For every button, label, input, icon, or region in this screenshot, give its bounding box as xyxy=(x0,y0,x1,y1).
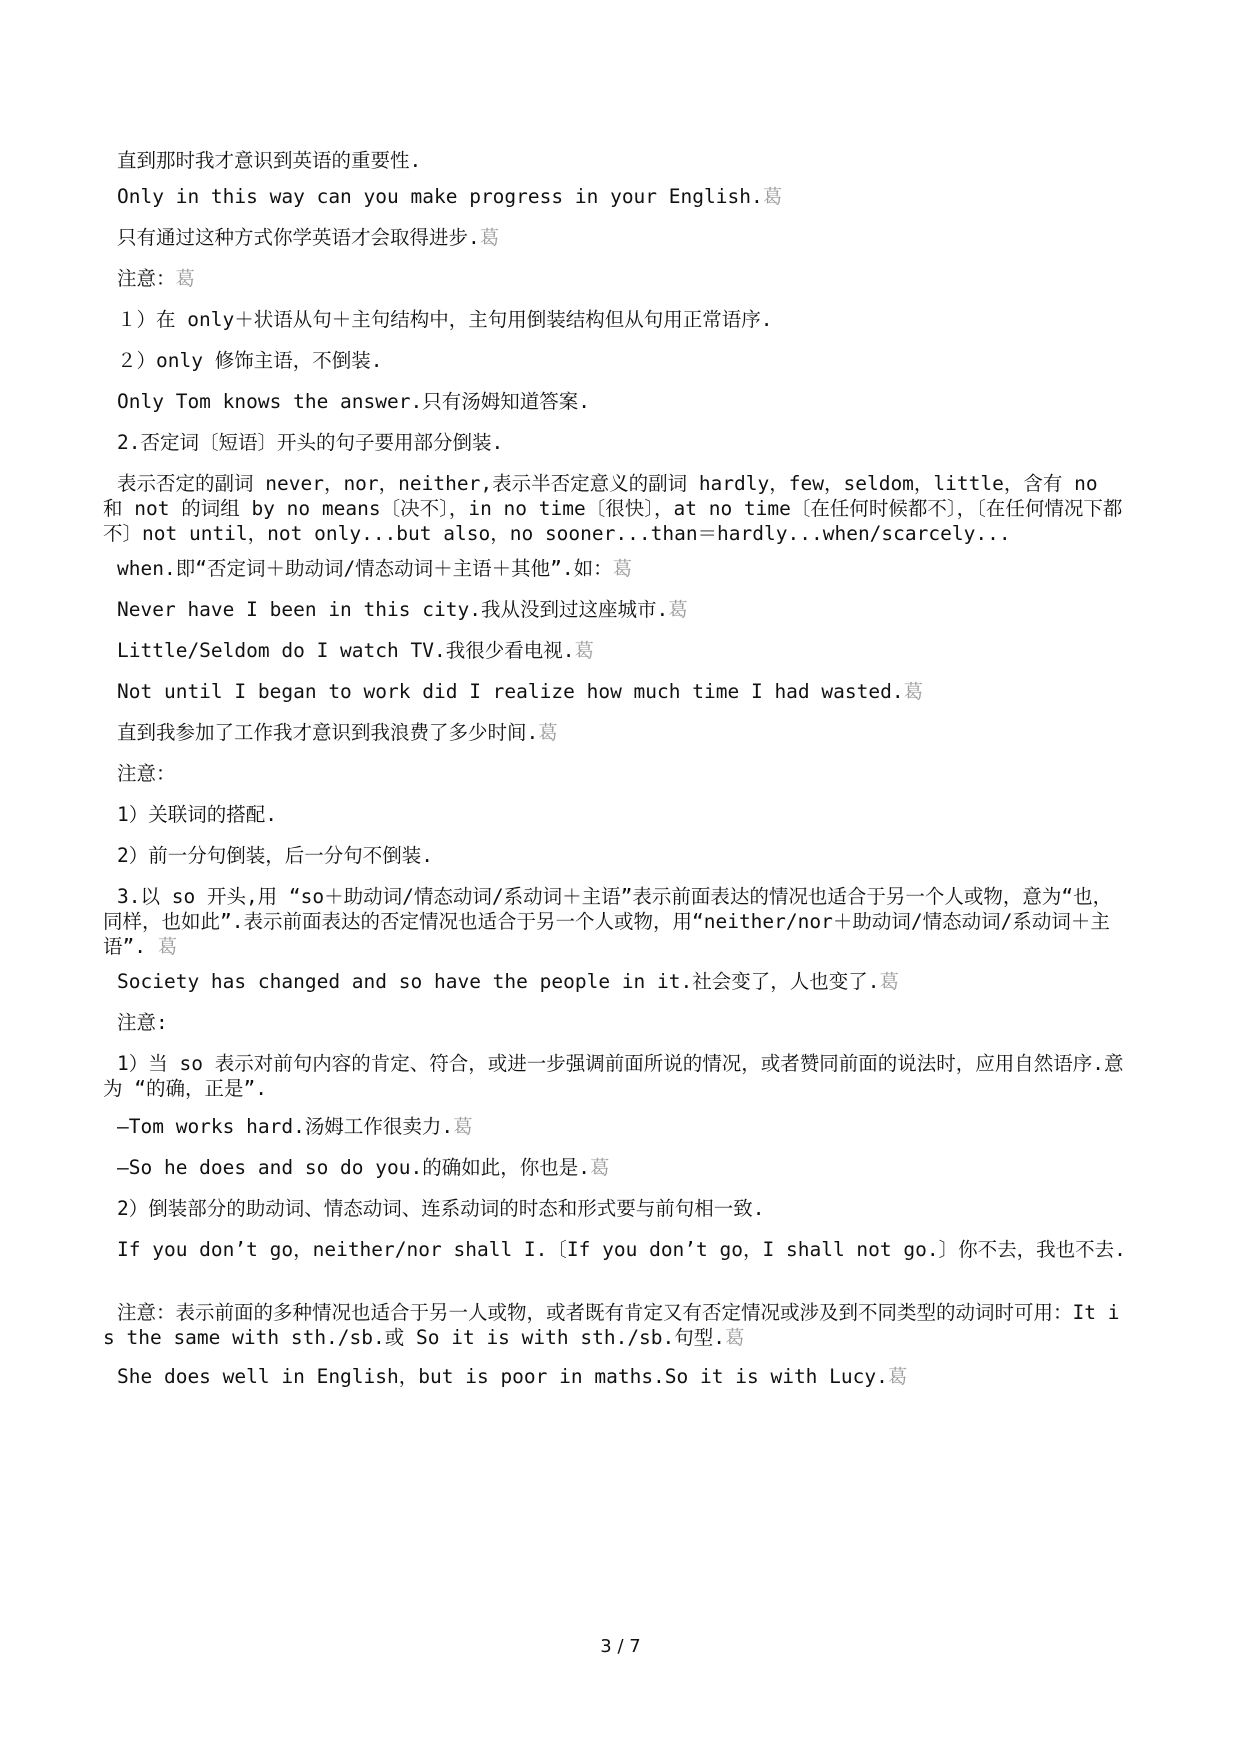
text-line: 只有通过这种方式你学英语才会取得进步.葛 xyxy=(117,226,500,249)
mark-glyph: 葛 xyxy=(903,680,924,703)
text-line: Only Tom knows the answer.只有汤姆知道答案. xyxy=(117,390,590,413)
mark-glyph: 葛 xyxy=(574,639,594,662)
text-line: when.即“否定词＋助动词/情态动词＋主语＋其他”.如：葛 xyxy=(117,557,633,580)
text-line: Never have I been in this city.我从没到过这座城市.葛 xyxy=(117,598,688,621)
text-line: 注意：葛 xyxy=(117,267,196,290)
mark-glyph: 葛 xyxy=(453,1115,473,1138)
text-paragraph: 注意：表示前面的多种情况也适合于另一人或物，或者既有肯定又有否定情况或涉及到不同类型的动词时可用：It is the same with sth./sb.或 So it is with sth./sb.句型.葛 xyxy=(103,1301,1120,1349)
text-paragraph: 3.以 so 开头,用 “so＋助动词/情态动词/系动词＋主语”表示前面表达的情况也适合于另一个人或物，意为“也，同样，也如此”.表示前面表达的否定情况也适合于另一个人或物，用“neither/nor＋助动词/情态动词/系动词＋主语”. 葛 xyxy=(103,885,1113,958)
text-line: 直到那时我才意识到英语的重要性. xyxy=(117,149,422,172)
text-line: She does well in English，but is poor in maths.So it is with Lucy.葛 xyxy=(117,1365,908,1388)
text-line: 注意： xyxy=(117,762,176,785)
mark-glyph: 葛 xyxy=(157,935,178,958)
text-paragraph: If you don’t go，neither/nor shall I.〔If you don’t go，I shall not go.〕你不去，我也不去. xyxy=(117,1238,1126,1261)
mark-glyph: 葛 xyxy=(762,185,783,208)
text-line: 2）前一分句倒装，后一分句不倒装. xyxy=(117,844,433,867)
text-line: Only in this way can you make progress in your English.葛 xyxy=(117,185,783,208)
mark-glyph: 葛 xyxy=(725,1326,745,1349)
page-number: 3 / 7 xyxy=(600,1636,641,1657)
text-line: Society has changed and so have the people in it.社会变了，人也变了.葛 xyxy=(117,970,900,993)
text-line: １）在 only＋状语从句＋主句结构中，主句用倒装结构但从句用正常语序. xyxy=(117,308,773,331)
text-line: Not until I began to work did I realize how much time I had wasted.葛 xyxy=(117,680,924,703)
text-paragraph: 表示否定的副词 never，nor，neither,表示半否定意义的副词 hardly，few，seldom，little，含有 no 和 not 的词组 by no means〔决不〕，in no time〔很快〕，at no time〔在任何时候都不〕，〔在任何情况下都不〕not until，not only...but also，no sooner...than＝hardly...when/scarcely... xyxy=(103,472,1123,545)
text-line: Little/Seldom do I watch TV.我很少看电视.葛 xyxy=(117,639,594,662)
text-line: ２）only 修饰主语，不倒装. xyxy=(117,349,383,372)
text-line: 2.否定词〔短语〕开头的句子要用部分倒装. xyxy=(117,431,504,454)
text-line: 直到我参加了工作我才意识到我浪费了多少时间.葛 xyxy=(117,721,558,744)
mark-glyph: 葛 xyxy=(887,1365,908,1388)
text-line: —Tom works hard.汤姆工作很卖力.葛 xyxy=(117,1115,473,1138)
mark-glyph: 葛 xyxy=(612,557,633,580)
text-line: 2）倒装部分的助动词、情态动词、连系动词的时态和形式要与前句相一致. xyxy=(117,1197,765,1220)
mark-glyph: 葛 xyxy=(668,598,688,621)
mark-glyph: 葛 xyxy=(589,1156,610,1179)
text-line: 注意: xyxy=(117,1011,168,1034)
text-paragraph: 1）当 so 表示对前句内容的肯定、符合，或进一步强调前面所说的情况，或者赞同前面的说法时，应用自然语序.意为 “的确，正是”. xyxy=(103,1052,1124,1100)
mark-glyph: 葛 xyxy=(879,970,900,993)
text-line: 1）关联词的搭配. xyxy=(117,803,277,826)
mark-glyph: 葛 xyxy=(538,721,558,744)
mark-glyph: 葛 xyxy=(479,226,500,249)
text-line: —So he does and so do you.的确如此，你也是.葛 xyxy=(117,1156,610,1179)
mark-glyph: 葛 xyxy=(175,267,196,290)
